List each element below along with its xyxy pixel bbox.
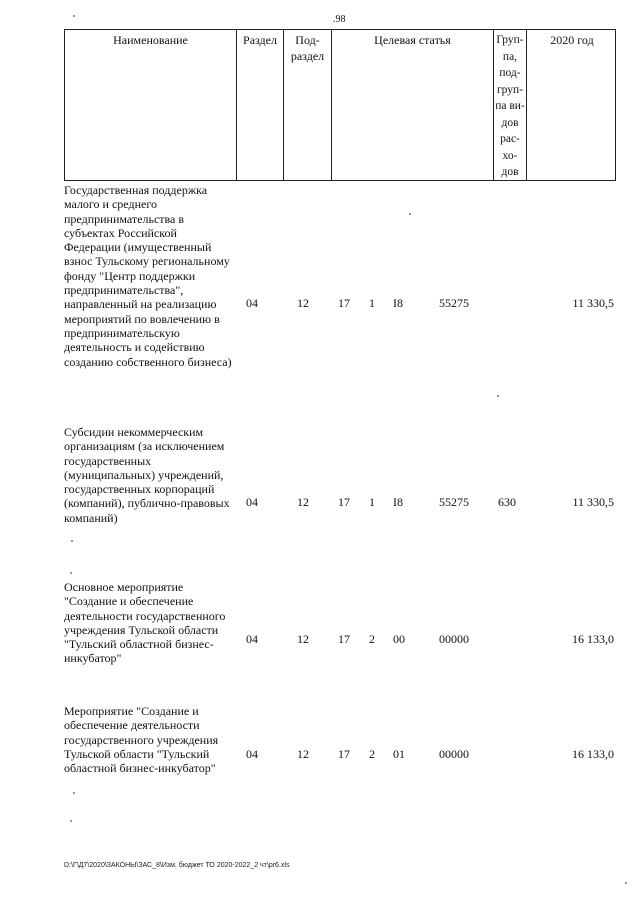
column-header-celevaya-statya: Целевая статья	[332, 30, 494, 180]
row-cs-program: 17	[338, 632, 350, 646]
row-cs-direction: 55275	[439, 296, 469, 310]
row-cs-direction: 00000	[439, 632, 469, 646]
row-razdel: 04	[246, 747, 258, 761]
footer-file-path: D:\Г\Д7\2020\ЗАКОНЫ\ЗАС_8\Изм. бюджет ТО 2020-2022_2 чт\рr6.xls	[64, 862, 290, 869]
podrazdel-line: раздел	[290, 49, 325, 63]
column-header-year: 2020 год	[550, 33, 594, 47]
row-cs-subprogram: 1	[369, 495, 375, 509]
scan-speck	[70, 572, 72, 574]
scan-speck	[70, 820, 72, 822]
row-podrazdel: 12	[297, 296, 309, 310]
row-cs-event: I8	[393, 495, 403, 509]
row-cs-direction: 55275	[439, 495, 469, 509]
gruppa-line: дов	[501, 116, 519, 129]
row-cs-direction: 00000	[439, 747, 469, 761]
row-sum: 16 133,0	[572, 747, 614, 761]
row-razdel: 04	[246, 632, 258, 646]
page-number: .98	[333, 14, 346, 25]
row-name: Субсидии некоммерческим организациям (за исключением государственных (муниципальных) учреждений, государственных корпораций (компаний), публично-правовых компаний)	[64, 425, 230, 525]
gruppa-line: дов	[501, 166, 519, 178]
scan-speck	[409, 213, 411, 215]
row-podrazdel: 12	[297, 632, 309, 646]
row-podrazdel: 12	[297, 747, 309, 761]
row-cs-subprogram: 1	[369, 296, 375, 310]
column-header-name: Наименование	[65, 30, 237, 180]
row-name: Основное мероприятие "Создание и обеспечение деятельности государственного учреждения Тульской области "Тульский областной бизнес-инкубатор"	[64, 580, 226, 666]
scan-speck	[497, 395, 499, 397]
gruppa-line: под-	[499, 67, 521, 79]
row-sum: 11 330,5	[572, 495, 614, 509]
row-razdel: 04	[246, 296, 258, 310]
row-sum: 16 133,0	[572, 632, 614, 646]
gruppa-line: груп-	[496, 83, 524, 96]
scan-speck	[73, 792, 75, 794]
row-sum: 11 330,5	[572, 296, 614, 310]
gruppa-line: хо-	[502, 149, 518, 162]
scan-speck	[71, 540, 73, 542]
row-cs-program: 17	[338, 495, 350, 509]
scan-speck	[73, 15, 75, 17]
column-header-gruppa	[494, 30, 527, 180]
row-cs-event: 01	[393, 747, 405, 761]
gruppa-line: па ви-	[495, 100, 525, 112]
scan-speck	[625, 882, 627, 884]
row-cs-event: I8	[393, 296, 403, 310]
column-header-razdel: Раздел	[237, 30, 284, 180]
row-cs-subprogram: 2	[369, 747, 375, 761]
row-name: Мероприятие "Создание и обеспечение деятельности государственного учреждения Тульской области "Тульский областной бизнес-инкубатор"	[64, 704, 219, 776]
row-razdel: 04	[246, 495, 258, 509]
row-cs-event: 00	[393, 632, 405, 646]
column-header-podrazdel	[284, 30, 332, 180]
row-cs-program: 17	[338, 747, 350, 761]
row-gruppa: 630	[498, 495, 516, 509]
row-cs-subprogram: 2	[369, 632, 375, 646]
row-cs-program: 17	[338, 296, 350, 310]
table-header	[64, 29, 616, 181]
gruppa-line: па,	[502, 50, 518, 63]
gruppa-line: рас-	[500, 133, 520, 145]
gruppa-line: Груп-	[496, 34, 524, 46]
row-name: Государственная поддержка малого и среднего предпринимательства в субъектах Российской Федерации (имущественный взнос Тульскому региональному фонду "Центр поддержки предпринимательства", направленный на реализацию мероприятий по вовлечению в предпринимательскую деятельность и содействию созданию собственного бизнеса)	[64, 183, 232, 369]
row-podrazdel: 12	[297, 495, 309, 509]
podrazdel-line: Под-	[295, 33, 320, 47]
